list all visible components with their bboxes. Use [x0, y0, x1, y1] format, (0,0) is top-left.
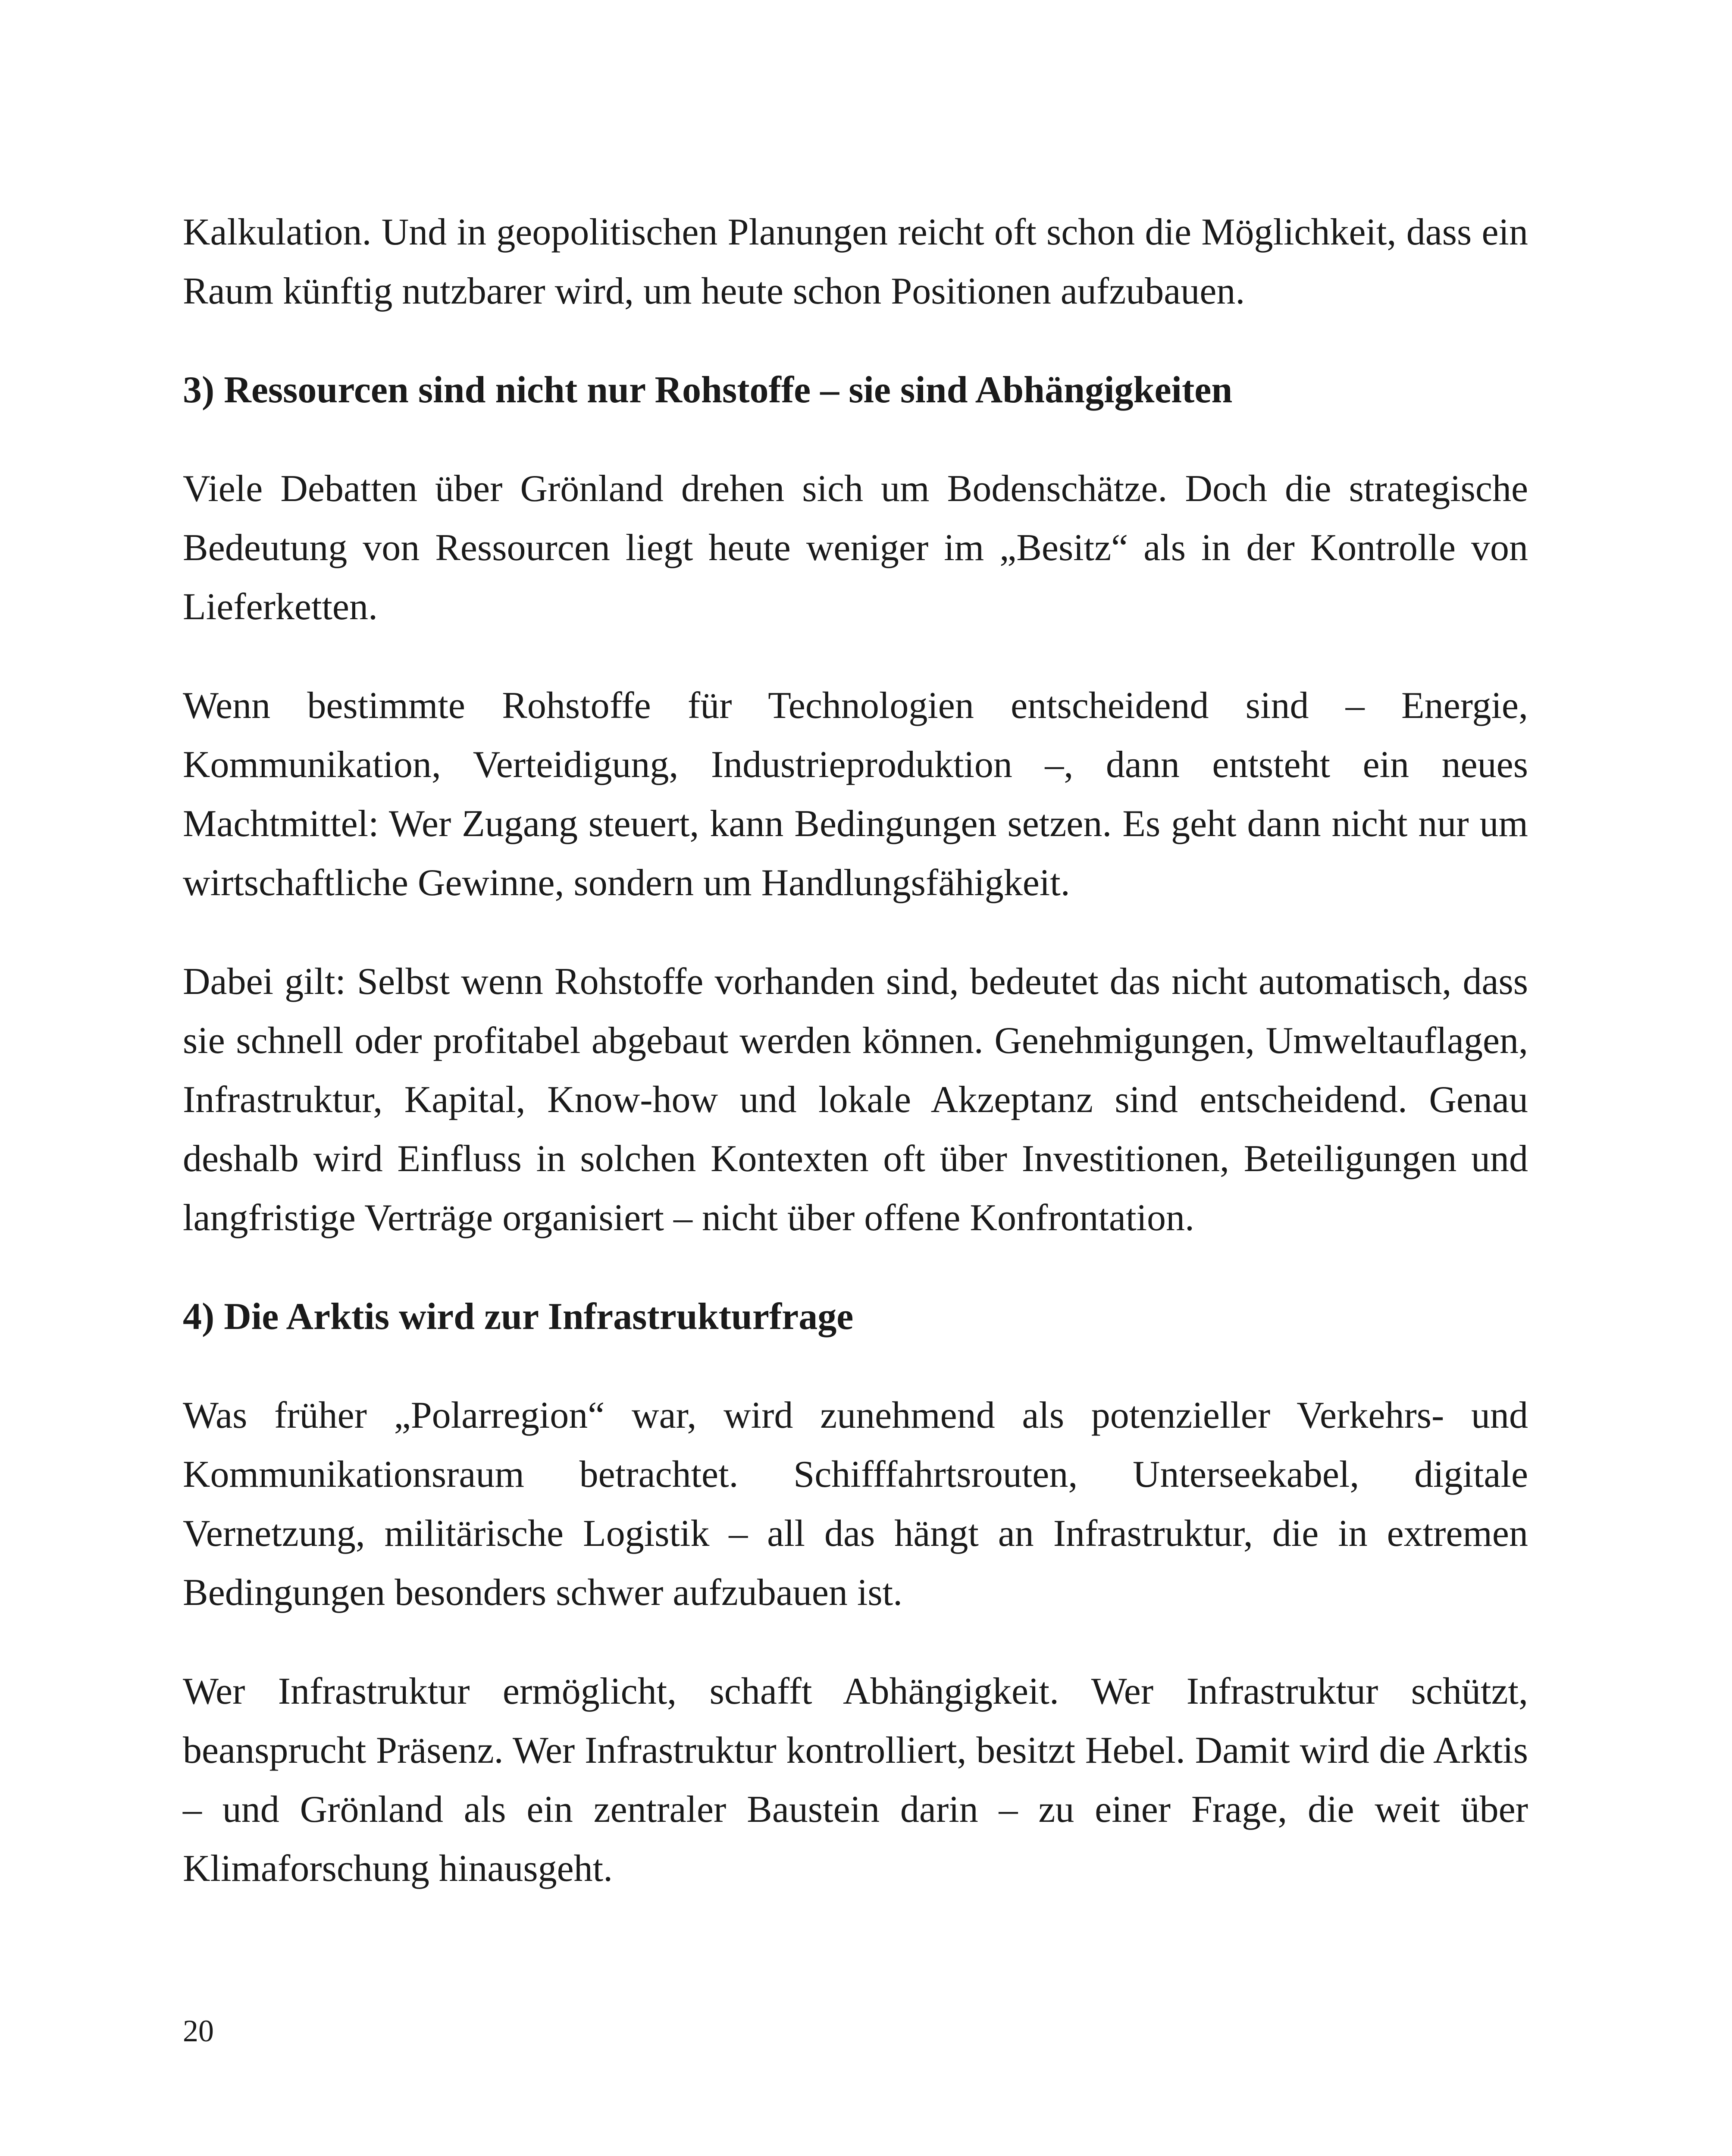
page-body — [183, 203, 1528, 1938]
paragraph-kalkulation: Kalkulation. Und in geopolitischen Planungen reicht oft schon die Möglichkeit, dass ein Raum künftig nutzbarer wird, um heute schon Positionen aufzubauen. — [183, 211, 1528, 312]
paragraph-dabei-gilt: Dabei gilt: Selbst wenn Rohstoffe vorhanden sind, bedeutet das nicht automatisch, dass sie schnell oder profitabel abgebaut werden können. Genehmigungen, Umweltauflagen, Infrastruktur, Kapital, Know-how und lokale Akzeptanz sind entscheidend. Genau deshalb wird Einfluss in solchen Kontexten oft über Investitionen, Beteiligungen und langfristige Verträge organisiert – nicht über offene Konfrontation. — [183, 961, 1528, 1239]
paragraph-infrastruktur: Wer Infrastruktur ermöglicht, schafft Abhängigkeit. Wer Infrastruktur schützt, beansprucht Präsenz. Wer Infrastruktur kontrolliert, besitzt Hebel. Damit wird die Arktis – und Grönland als ein zentraler Baustein darin – zu einer Frage, die weit über Klimaforschung hinausgeht. — [183, 1670, 1528, 1890]
section-heading-3: 3) Ressourcen sind nicht nur Rohstoffe – sie sind Abhängigkeiten — [183, 369, 1233, 411]
page-number: 20 — [183, 2014, 214, 2048]
paragraph-polarregion: Was früher „Polarregion“ war, wird zunehmend als potenzieller Verkehrs- und Kommunikationsraum betrachtet. Schifffahrtsrouten, Unterseekabel, digitale Vernetzung, militärische Logistik – all das hängt an Infrastruktur, die in extremen Bedingungen besonders schwer aufzubauen ist. — [183, 1395, 1528, 1614]
section-heading-4: 4) Die Arktis wird zur Infrastrukturfrage — [183, 1296, 854, 1338]
paragraph-rohstoffe: Wenn bestimmte Rohstoffe für Technologien entscheidend sind – Energie, Kommunikation, Verteidigung, Industrieproduktion –, dann entsteht ein neues Machtmittel: Wer Zugang steuert, kann Bedingungen setzen. Es geht dann nicht nur um wirtschaftliche Gewinne, sondern um Handlungsfähigkeit. — [183, 685, 1528, 904]
paragraph-debatten: Viele Debatten über Grönland drehen sich um Bodenschätze. Doch die strategische Bedeutung von Ressourcen liegt heute weniger im „Besitz“ als in der Kontrolle von Lieferketten. — [183, 468, 1528, 628]
